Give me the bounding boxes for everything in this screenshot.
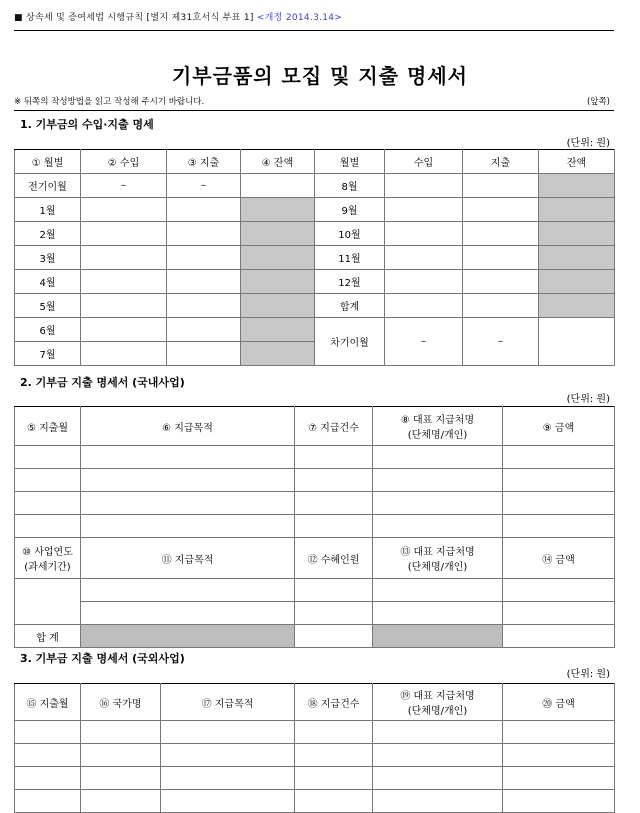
total-count-cell[interactable] <box>295 625 373 648</box>
entry-cell[interactable] <box>81 790 161 813</box>
col-beneficiaries: ⑫ 수혜인원 <box>295 538 373 579</box>
entry-cell[interactable] <box>295 515 373 538</box>
income-cell[interactable] <box>81 294 167 318</box>
entry-cell[interactable] <box>81 602 295 625</box>
entry-cell[interactable] <box>15 767 81 790</box>
col-recipient <box>373 684 503 721</box>
month-label: 8월 <box>315 174 385 198</box>
expense-cell[interactable] <box>167 318 241 342</box>
entry-cell[interactable] <box>295 767 373 790</box>
expense-cell[interactable] <box>463 198 539 222</box>
entry-cell[interactable] <box>81 469 295 492</box>
month-label: 전기이월 <box>15 174 81 198</box>
col-balance-right: 잔액 <box>539 150 615 174</box>
dash-cell: – <box>385 318 463 366</box>
col-amount-b: ⑭ 금액 <box>503 538 615 579</box>
col-amount: ⑳ 금액 <box>503 684 615 721</box>
col-expense-month: ⑮ 지출월 <box>15 684 81 721</box>
entry-cell[interactable] <box>81 744 161 767</box>
col-month: ① 월별 <box>15 150 81 174</box>
col-amount: ⑨ 금액 <box>503 407 615 446</box>
entry-cell[interactable] <box>81 446 295 469</box>
entry-cell[interactable] <box>15 579 81 625</box>
balance-cell-shaded <box>241 270 315 294</box>
section2-title: 2. 기부금 지출 명세서 (국내사업) <box>20 376 185 389</box>
income-cell[interactable] <box>81 198 167 222</box>
income-cell[interactable] <box>385 174 463 198</box>
entry-cell[interactable] <box>373 579 503 602</box>
col-recipient <box>373 407 503 446</box>
entry-cell[interactable] <box>503 446 615 469</box>
entry-cell[interactable] <box>15 790 81 813</box>
expense-cell[interactable] <box>463 174 539 198</box>
entry-cell[interactable] <box>373 767 503 790</box>
col-purpose: ⑰ 지급목적 <box>161 684 295 721</box>
entry-cell[interactable] <box>295 744 373 767</box>
col-income: ② 수입 <box>81 150 167 174</box>
income-cell[interactable] <box>385 222 463 246</box>
carry-forward-label: 차기이월 <box>315 318 385 366</box>
entry-cell[interactable] <box>503 721 615 744</box>
col-balance: ④ 잔액 <box>241 150 315 174</box>
entry-cell[interactable] <box>15 721 81 744</box>
total-label: 합계 <box>315 294 385 318</box>
income-cell[interactable] <box>385 246 463 270</box>
page-side-label: (앞쪽) <box>586 97 610 107</box>
col-expense: ③ 지출 <box>167 150 241 174</box>
entry-cell[interactable] <box>503 744 615 767</box>
balance-cell-shaded <box>539 222 615 246</box>
business-year-label: ⑩ 사업연도 <box>22 547 73 558</box>
entry-cell[interactable] <box>373 721 503 744</box>
income-cell[interactable] <box>81 318 167 342</box>
entry-cell[interactable] <box>15 446 81 469</box>
balance-cell[interactable] <box>241 174 315 198</box>
recipient-label: ⑧ 대표 지급처명 <box>400 415 475 426</box>
expense-cell[interactable] <box>463 270 539 294</box>
expense-cell[interactable] <box>167 222 241 246</box>
balance-cell-shaded <box>241 342 315 366</box>
form-title: 기부금품의 모집 및 지출 명세서 <box>171 64 468 88</box>
section2-unit: (단위: 원) <box>566 394 610 405</box>
dash-cell: – <box>167 174 241 198</box>
entry-cell[interactable] <box>161 790 295 813</box>
domestic-expense-table <box>14 406 615 648</box>
month-label: 7월 <box>15 342 81 366</box>
recipient-label: ⑲ 대표 지급처명 <box>400 691 475 702</box>
entry-cell[interactable] <box>295 446 373 469</box>
header-divider <box>14 30 614 31</box>
entry-cell[interactable] <box>161 767 295 790</box>
month-label: 5월 <box>15 294 81 318</box>
balance-cell-shaded <box>241 246 315 270</box>
dash-cell: – <box>81 174 167 198</box>
regulation-text: ■ 상속세 및 증여세법 시행규칙 [별지 제31호서식 부표 1] <box>14 13 254 23</box>
col-month-right: 월별 <box>315 150 385 174</box>
entry-cell[interactable] <box>373 790 503 813</box>
total-recipient-shaded <box>373 625 503 648</box>
col-expense-right: 지출 <box>463 150 539 174</box>
entry-cell[interactable] <box>81 767 161 790</box>
balance-cell-shaded <box>241 294 315 318</box>
entry-cell[interactable] <box>15 469 81 492</box>
balance-cell-shaded <box>241 222 315 246</box>
income-cell[interactable] <box>81 342 167 366</box>
entry-cell[interactable] <box>503 579 615 602</box>
entry-cell[interactable] <box>81 492 295 515</box>
expense-total-cell[interactable] <box>463 294 539 318</box>
month-label: 11월 <box>315 246 385 270</box>
income-expense-table <box>14 149 615 366</box>
overseas-expense-table <box>14 683 615 813</box>
balance-cell-shaded <box>539 198 615 222</box>
entry-cell[interactable] <box>503 492 615 515</box>
entry-cell[interactable] <box>15 744 81 767</box>
income-cell[interactable] <box>81 246 167 270</box>
total-label: 합 계 <box>15 625 81 648</box>
entry-cell[interactable] <box>373 602 503 625</box>
income-cell[interactable] <box>385 198 463 222</box>
expense-cell[interactable] <box>463 222 539 246</box>
entry-cell[interactable] <box>373 744 503 767</box>
col-purpose: ⑥ 지급목적 <box>81 407 295 446</box>
col-country: ⑯ 국가명 <box>81 684 161 721</box>
entry-cell[interactable] <box>295 469 373 492</box>
total-purpose-shaded <box>81 625 295 648</box>
month-label: 1월 <box>15 198 81 222</box>
expense-cell[interactable] <box>167 294 241 318</box>
total-amount-cell[interactable] <box>503 625 615 648</box>
expense-cell[interactable] <box>167 246 241 270</box>
col-payment-count: ⑱ 지급건수 <box>295 684 373 721</box>
month-label: 3월 <box>15 246 81 270</box>
entry-cell[interactable] <box>503 790 615 813</box>
balance-cell-shaded <box>539 174 615 198</box>
entry-cell[interactable] <box>295 579 373 602</box>
entry-cell[interactable] <box>161 721 295 744</box>
month-label: 12월 <box>315 270 385 294</box>
recipient-sublabel: (단체명/개인) <box>407 706 468 717</box>
income-cell[interactable] <box>81 270 167 294</box>
entry-cell[interactable] <box>81 515 295 538</box>
title-divider <box>14 110 614 111</box>
month-label: 4월 <box>15 270 81 294</box>
balance-cell-shaded <box>539 294 615 318</box>
col-income-right: 수입 <box>385 150 463 174</box>
business-year-sublabel: (과세기간) <box>24 562 71 573</box>
section1-title: 1. 기부금의 수입·지출 명세 <box>20 118 154 131</box>
section3-title: 3. 기부금 지출 명세서 (국외사업) <box>20 652 185 665</box>
entry-cell[interactable] <box>373 469 503 492</box>
entry-cell[interactable] <box>161 744 295 767</box>
entry-cell[interactable] <box>373 492 503 515</box>
entry-cell[interactable] <box>503 602 615 625</box>
balance-cell-shaded <box>539 270 615 294</box>
expense-cell[interactable] <box>167 198 241 222</box>
balance-cell-shaded <box>539 246 615 270</box>
month-label: 10월 <box>315 222 385 246</box>
entry-cell[interactable] <box>373 446 503 469</box>
expense-cell[interactable] <box>463 246 539 270</box>
recipient-sublabel: (단체명/개인) <box>407 430 468 441</box>
entry-cell[interactable] <box>81 579 295 602</box>
expense-cell[interactable] <box>167 342 241 366</box>
income-total-cell[interactable] <box>385 294 463 318</box>
entry-cell[interactable] <box>15 492 81 515</box>
entry-cell[interactable] <box>81 721 161 744</box>
month-label: 6월 <box>15 318 81 342</box>
entry-cell[interactable] <box>503 767 615 790</box>
col-expense-month: ⑤ 지출월 <box>15 407 81 446</box>
balance-cell-shaded <box>241 318 315 342</box>
month-label: 9월 <box>315 198 385 222</box>
month-label: 2월 <box>15 222 81 246</box>
entry-cell[interactable] <box>295 721 373 744</box>
col-payment-count: ⑦ 지급건수 <box>295 407 373 446</box>
section3-unit: (단위: 원) <box>566 669 610 680</box>
col-recipient-b <box>373 538 503 579</box>
recipient-label: ⑬ 대표 지급처명 <box>400 547 475 558</box>
section1-unit: (단위: 원) <box>566 138 610 149</box>
instruction-note: ※ 뒤쪽의 작성방법을 읽고 작성해 주시기 바랍니다. <box>14 97 205 107</box>
amendment-date: <개정 2014.3.14> <box>256 13 343 23</box>
income-cell[interactable] <box>81 222 167 246</box>
entry-cell[interactable] <box>15 515 81 538</box>
entry-cell[interactable] <box>295 790 373 813</box>
carry-balance-cell[interactable] <box>539 318 615 366</box>
regulation-header <box>14 10 342 23</box>
expense-cell[interactable] <box>167 270 241 294</box>
col-purpose-b: ⑪ 지급목적 <box>81 538 295 579</box>
entry-cell[interactable] <box>503 469 615 492</box>
entry-cell[interactable] <box>295 602 373 625</box>
balance-cell-shaded <box>241 198 315 222</box>
entry-cell[interactable] <box>503 515 615 538</box>
recipient-sublabel: (단체명/개인) <box>407 562 468 573</box>
entry-cell[interactable] <box>295 492 373 515</box>
income-cell[interactable] <box>385 270 463 294</box>
entry-cell[interactable] <box>373 515 503 538</box>
dash-cell: – <box>463 318 539 366</box>
col-business-year <box>15 538 81 579</box>
